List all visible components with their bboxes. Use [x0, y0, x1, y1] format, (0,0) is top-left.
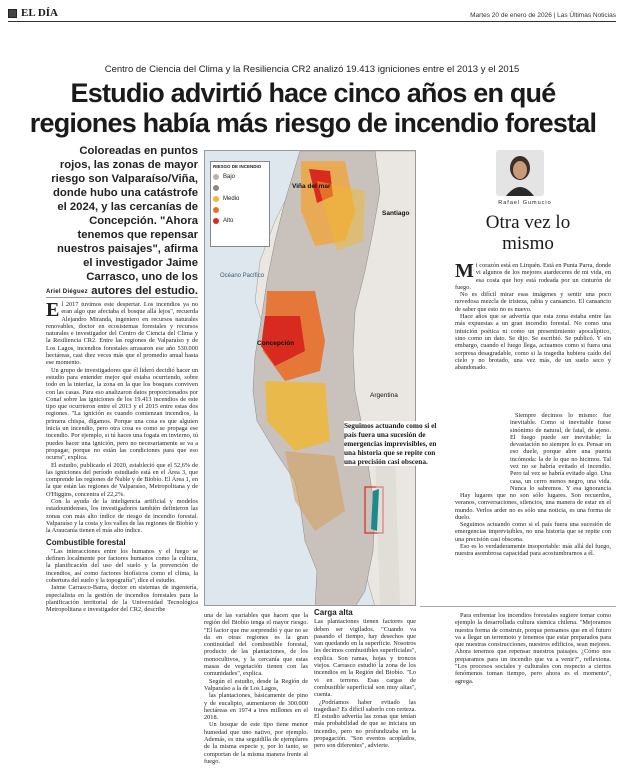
author-name: Rafael Gumucio — [498, 200, 552, 206]
opinion-text-top — [455, 262, 611, 412]
paragraph: No es difícil mirar esas imágenes y sentir una poco novedosa mezcla de tristeza, rabia y cansancio. El cansancio de saber que esto no es nuevo. — [455, 291, 611, 313]
map-label-santiago: Santiago — [382, 210, 410, 217]
headline: Estudio advirtió hace cinco años en qué regiones había más riesgo de incendio forestal — [29, 78, 597, 138]
pull-quote: Seguimos actuando como si el país fuera una sucesión de emergencias imprevisibles, en una historia que se repite con una precisión casi obscena. — [344, 421, 444, 466]
kicker: Centro de Ciencia del Clima y la Resiliencia CR2 analizó 19.413 igniciones entre el 2013 y el 2015 — [104, 64, 520, 75]
paragraph: i corazón está en Lirquén. Está en Punta Parra, donde vi algunos de los mejores atardeceres de mi vida, en esa costa que hoy está rodeada por un cinturón de fuego. — [455, 262, 611, 291]
map-label-vina: Viña del mar — [292, 183, 331, 190]
subheading: Carga alta — [314, 609, 353, 617]
paragraph: Las plantaciones tienen factores que deben ser vigilados. "Cuando va pasando el tiempo, hay desechos que van quedando en la superficie. Nosotros les decimos combustibles superficiales", explica. Son ramas, hojas y troncos viejos. Carrasco estudió la zona de los incendios en la Región del Biobío. "Lo vi en terreno. Esas cargas de combustible superficial son muy altas", cuenta. — [314, 618, 416, 699]
issue-meta: Martes 20 de enero de 2026 | Las Últimas Noticias — [470, 12, 616, 19]
section-square-icon — [8, 9, 17, 18]
opinion-text-mid — [455, 492, 611, 612]
dropcap: M — [455, 262, 474, 282]
article-column-2 — [204, 612, 308, 772]
paragraph: Para enfrentar los incendios forestales sugiere tomar como ejemplo la desarrollada cultura sísmica chilena. "Mejoramos nuestra forma de construir, porque pensamos que en el futuro va a llegar un terremoto y tenemos que estar preparados para que nuestras construcciones, nuestros edificios, sean mejores. Ahora tenemos que repensar nuestros paisajes. ¿Cómo nos preparamos para un incendio que va a venir?", reflexiona. "Los procesos sociales y culturales con respecto a ciertos fenómenos toman tiempo, pero ahora es el momento", agrega. — [455, 612, 611, 685]
legend-item: Alto — [213, 218, 267, 224]
opinion-divider — [420, 606, 616, 607]
lede: Coloreadas en puntos rojos, las zonas de mayor riesgo son Valparaíso/Viña, donde hubo una catástrofe el 2024, y las cercanías de Concepción. "Ahora tenemos que repensar nuestros paisajes", afirma el investigador Jaime Carrasco, uno de los autores del estudio. — [51, 145, 198, 297]
map-label-ocean: Océano Pacífico — [220, 273, 265, 279]
paragraph: Eso es lo verdaderamente insoportable: más allá del fuego, nuestra asombrosa capacidad para acostumbrarnos a él. — [455, 543, 611, 558]
paragraph: una de las variables que hacen que la región del Biobío tenga el mayor riesgo. "El factor que me sorprendió y que no se da en otras regiones es la gran continuidad del combustible forestal, producto de las plantaciones, de los monocultivos, y la cercanía que estas masas de vegetación tienen con las comunidades", explica. — [204, 612, 308, 678]
paragraph: ¿Podríamos haber evitado las tragedias? Es difícil saberlo con certeza. El estudio advertía las zonas que tenían más probabilidad de que se iniciara un incendio, pero no profundizaba en la propagación. "Son eventos acoplados, pero son diferentes", advierte. — [314, 698, 416, 750]
section-name — [8, 7, 58, 19]
map-label-concepcion: Concepción — [257, 340, 295, 347]
paragraph: Con la ayuda de la inteligencia artificial y modelos estadounidenses, los investigadores también definieron las zonas con más alto índice de riesgo de incendio forestal. Valparaíso y la costa y los valles de las regiones de Biobío y la Araucanía tienen el más alto índice. — [46, 498, 198, 535]
paragraph: Siempre decimos lo mismo: fue inevitable. Como si inevitable fuese sinónimo de natural, de fatal, de ajeno. El fuego puede ser inevitable; la devastación no siempre lo es. Pensar en eso duele, porque abre una puerta incómoda: la de lo que no hicimos. Tal vez no se habría evitado el incendio. Pero tal vez se habría evitado algo. Una casa, un cerro menos negro, una vida. Nunca lo sabremos. Y esa ignorancia — [510, 412, 611, 492]
map-legend — [210, 161, 270, 247]
legend-item: Medio — [213, 196, 267, 202]
paragraph: Un grupo de investigadores que él lideró decidió hacer un estudio para entender mejor qué estaba ocurriendo, sobre todo en la interfaz, la zona en la que los bosques conviven con las casas. Para eso analizaron datos proporcionados por Conaf sobre las igniciones de los 19.413 incendios de este tipo que ocurrieron entre el 2013 y el 2015 entre estas dos regiones. "La ignición es cuando comienzan incendios, la primera chispa, digamos. Porque una cosa es que alguien inicia un incendio, pero otra cosa es como se propaga ese incendio. Por ejemplo, si tú haces una fogata en invierno, tú puedes hacer una ignición, pero no necesariamente se va a propagar, porque no están las condiciones para que eso ocurra", explica. — [46, 366, 198, 462]
paragraph: Un bosque de este tipo tiene menor humedad que uno nativo, por ejemplo. Además, es una seguidilla de ejemplares de la misma especie y, por lo tanto, se comportan de la misma manera frente al fuego. — [204, 721, 308, 765]
paragraph: Seguimos actuando como si el país fuera una sucesión de emergencias imprevisibles, no una historia que se repite con una precisión casi obscena. — [455, 521, 611, 543]
paragraph: El estudio, publicado el 2020, estableció que el 52,6% de las igniciones del período estudiado está en el Área 3, que comprende las regiones de Ñuble y de Biobío. El Área 1, en la que están las regiones de Valparaíso, Metropolitana y de O'Higgins, concentra el 22,2%. — [46, 461, 198, 498]
byline: Ariel Diéguez — [46, 289, 88, 295]
subheading: Combustible forestal — [46, 537, 126, 547]
opinion-title: Otra vez lo mismo — [485, 212, 571, 254]
opinion-text-wrap — [510, 412, 611, 492]
paragraph: Hace años que se advertía que esta zona estaba entre las más expuestas a un gran incendio forestal. No como una intuición poética ni como un presentimiento apocalíptico, sino como un dato. Se dijo. Se escribió. Se publicó. Y sin embargo, cuando el fuego llega, actuamos como si fuera una sorpresa desagradable, como si la tragedia hubiera caído del cielo y no brotado, una vez más, de un suelo seco y abandonado. — [455, 313, 611, 372]
page-header — [8, 6, 616, 22]
article-column-3 — [314, 609, 416, 772]
paragraph: Según el estudio, desde la Región de Valparaíso a la de Los Lagos, — [204, 677, 308, 692]
paragraph: "Las interacciones entre los humanos y el fuego se definen localmente por factores humanos como la cultura, la planificación del uso del suelo y la prevención de incendios, así como factores biofísicos como el clima, la cobertura del suelo y la topografía", dice el estudio. — [46, 547, 198, 584]
section-label: EL DÍA — [21, 7, 58, 19]
article-column-1 — [46, 301, 198, 771]
article-continuation — [455, 612, 611, 772]
legend-title: RIESGO DE INCENDIO — [213, 164, 262, 169]
paragraph: Jaime Carrasco-Barra, doctor en sistemas de ingeniería, especialista en la gestión de incendios forestales para la planificación territorial de la Universidad Tecnológica Metropolitana e investigador del CR2, describe — [46, 584, 198, 614]
paragraph: Hay lugares que no son sólo lugares. Son recuerdos, veranos, conversaciones, silencios, una manera de estar en el mundo. Verlos arder no es sólo una noticia, es una forma de duelo. — [455, 492, 611, 521]
legend-item — [213, 207, 267, 213]
legend-item: Bajo — [213, 174, 267, 180]
dropcap: E — [46, 301, 60, 321]
paragraph: l 2017 tuvimos este despertar. Los incendios ya no eran algo que afectaba el bosque allá lejos", recuerda Alejandro Miranda, ingeniero en recursos naturales renovables, doctor en ecosistemas forestales y recursos naturales e investigador del Centro de Ciencia del Clima y la Resiliencia CR2. Entre las regiones de Valparaíso y de Los Lagos, incendios forestales arrasaron ese año 530.000 hectáreas, casi diez veces más que el promedio anual hasta ese momento. — [46, 301, 198, 367]
byline-rule — [46, 297, 198, 298]
map-label-argentina: Argentina — [370, 392, 398, 399]
legend-item — [213, 185, 267, 191]
author-portrait — [496, 150, 544, 196]
paragraph: las plantaciones, básicamente de pino y de eucalipto, aumentaron de 300.000 hectáreas en 1974 a tres millones en el 2018. — [204, 692, 308, 722]
